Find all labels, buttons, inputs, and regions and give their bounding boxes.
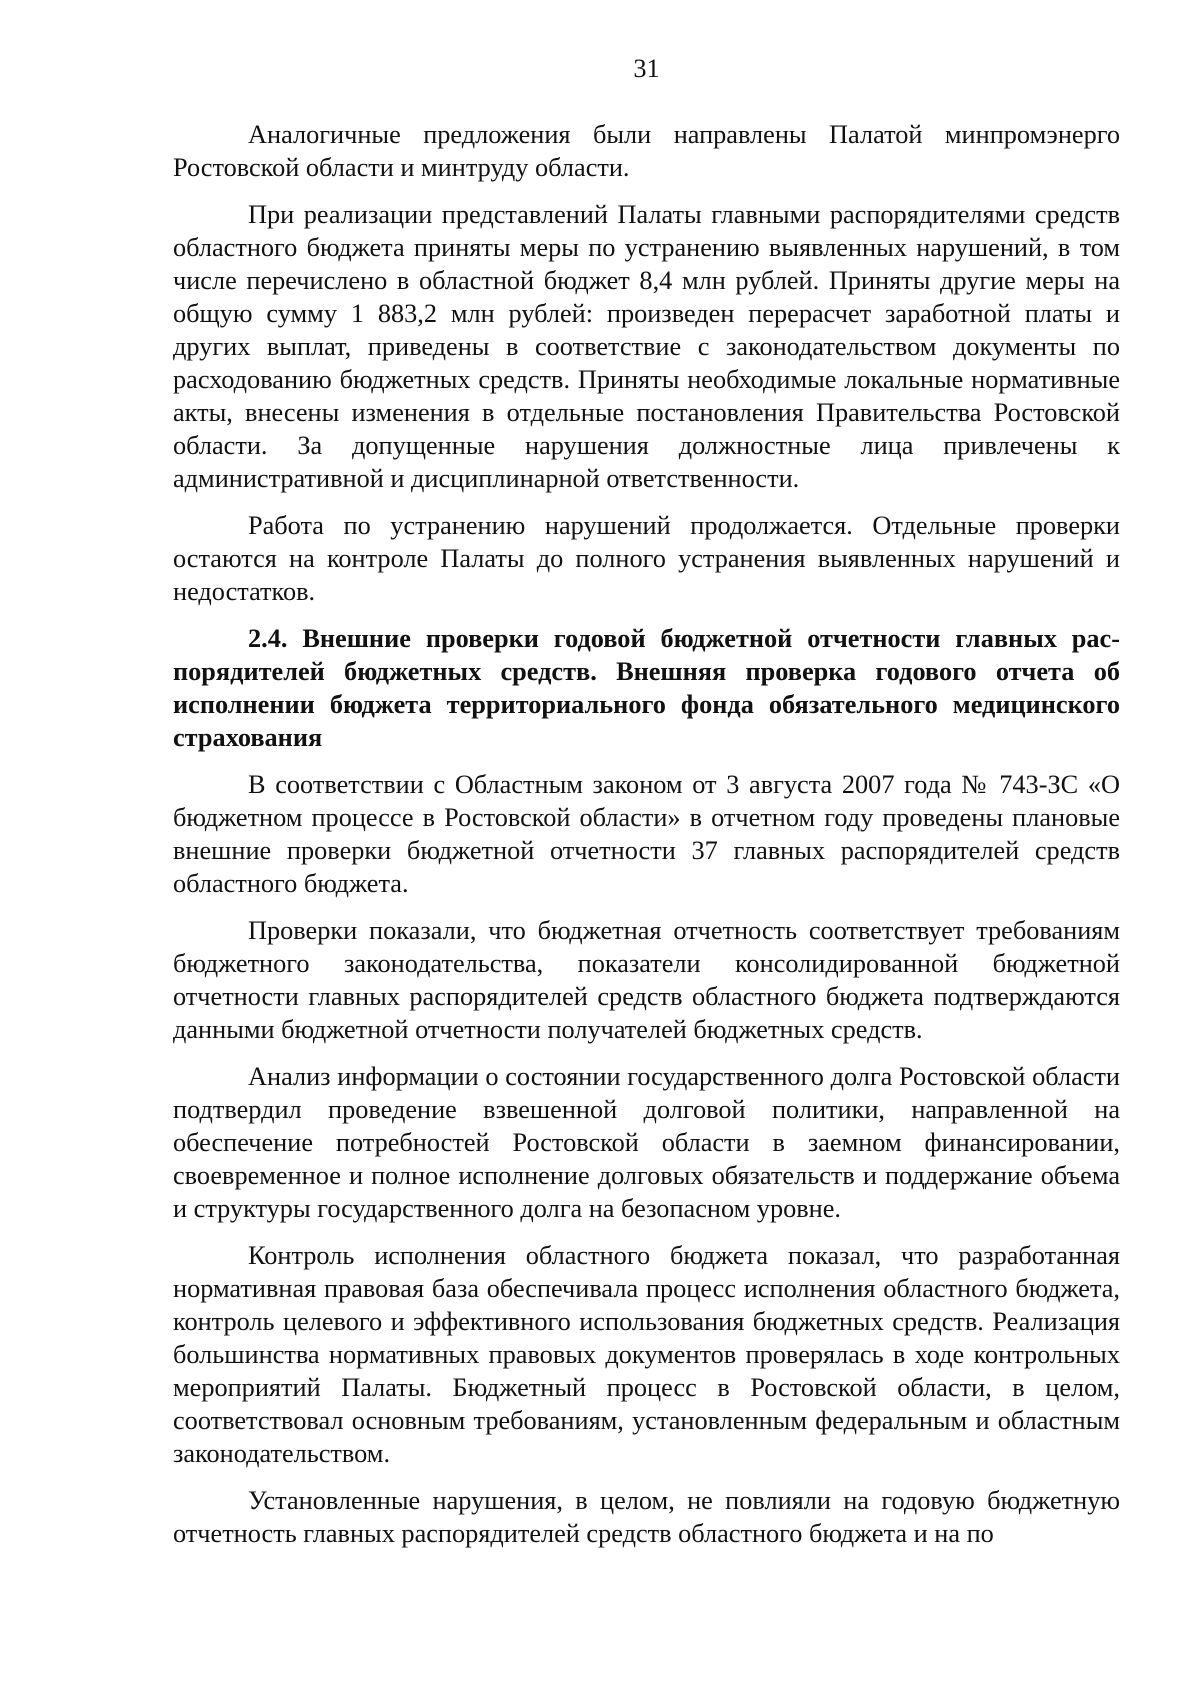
paragraph-work-continues: Работа по устранению нарушений продолжается. Отдельные проверки остаются на контроле Палаты до полного устранения выявленных нарушений и недостатков. [173,511,1120,606]
paragraph-budget-control: Контроль исполнения областного бюджета показал, что разработанная нормативная правовая база обеспечивала процесс исполнения областного бюджета, контроль целевого и эффективного использования бюджетных средств. Реализация большинства нормативных правовых документов проверялась в ходе контрольных мероприятий Палаты. Бюджетный процесс в Ростовской области, в целом, соответствовал основным требованиям, установленным федеральным и областным законодательством. [173,1241,1120,1468]
document-page [173,0,1120,1564]
paragraph-violations: Установленные нарушения, в целом, не повлияли на годовую бюджетную отчетность главных распорядителей средств областного бюджета и на по [173,1486,1120,1548]
paragraph-proposals: Аналогичные предложения были направлены Палатой минпромэнерго Ростовской области и минтруду области. [173,120,1120,182]
paragraph-measures-taken: При реализации представлений Палаты главными распорядителями средств областного бюджета приняты меры по устранению выявленных нарушений, в том числе перечислено в областной бюджет 8,4 млн рублей. Приняты другие меры на общую сумму 1 883,2 млн рублей: произведен перерасчет заработной платы и других выплат, приведены в соответствие с законодательством документы по расходованию бюджетных средств. Приняты необходимые локальные нормативные акты, внесены изменения в отдельные постановления Правительства Ростовской области. За допущенные нарушения должностные лица привлечены к административной и дисциплинарной ответственности. [173,200,1120,493]
paragraph-debt-analysis: Анализ информации о состоянии государственного долга Ростовской области подтвердил проведение взвешенной долговой политики, направленной на обеспечение потребностей Ростовской области в заемном финансировании, своевременное и полное исполнение долговых обязательств и поддержание объема и структуры государственного долга на безопасном уровне. [173,1062,1120,1223]
section-heading-2-4: 2.4. Внешние проверки годовой бюджетной отчетности главных распорядителей бюджетных средств. Внешняя проверка годового отчета об исполнении бюджета территориального фонда обязательного медицинского страхования [173,624,1120,752]
page-number: 31 [633,54,660,83]
paragraph-law-reference: В соответствии с Областным законом от 3 августа 2007 года № 743-ЗС «О бюджетном процессе в Ростовской области» в отчетном году проведены плановые внешние проверки бюджетной отчетности 37 главных распорядителей средств областного бюджета. [173,770,1120,898]
paragraph-checks-results: Проверки показали, что бюджетная отчетность соответствует требованиям бюджетного законодательства, показатели консолидированной бюджетной отчетности главных распорядителей средств областного бюджета подтверждаются данными бюджетной отчетности получателей бюджетных средств. [173,916,1120,1044]
